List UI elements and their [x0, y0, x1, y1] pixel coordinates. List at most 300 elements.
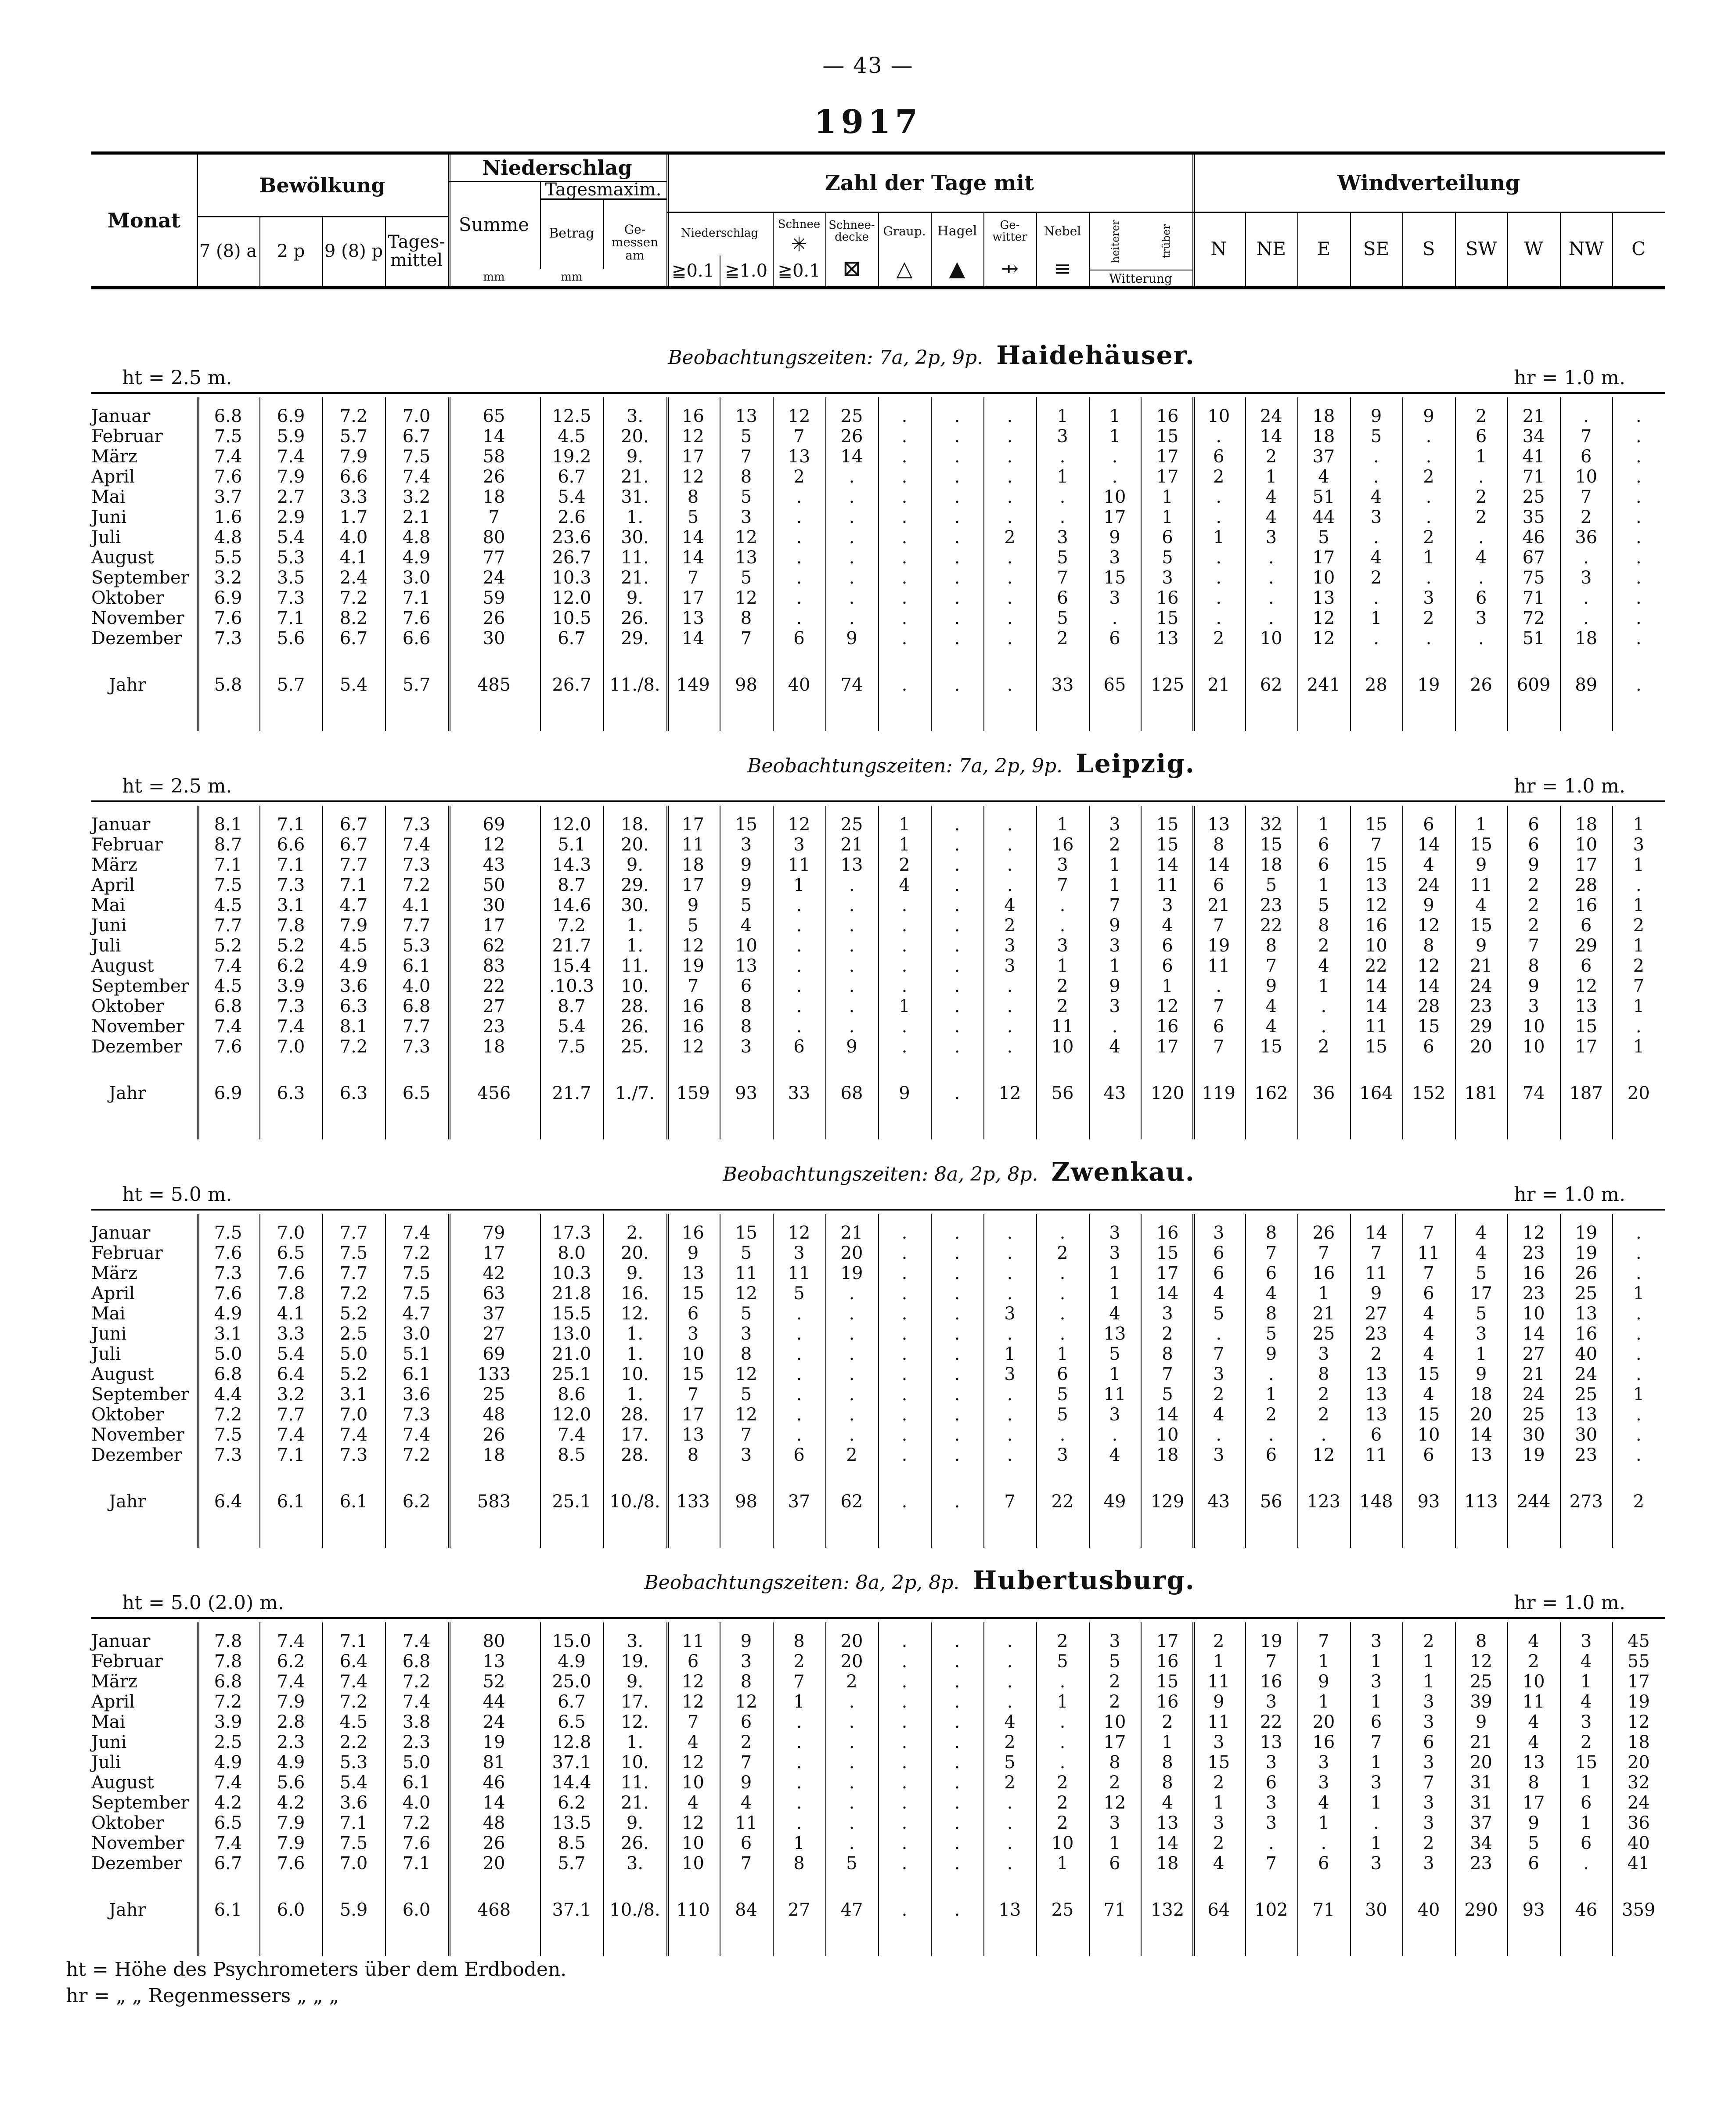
- table-cell: 6: [1162, 956, 1173, 976]
- table-cell: 1: [1213, 527, 1225, 548]
- month-label: Juli: [91, 1344, 121, 1364]
- table-cell: 80: [483, 527, 505, 548]
- table-cell: 14: [1156, 1283, 1179, 1304]
- table-cell: 3.: [626, 1853, 644, 1874]
- table-cell: 6.3: [339, 996, 368, 1016]
- table-cell: .: [954, 608, 960, 628]
- table-cell: 7.4: [558, 1425, 586, 1445]
- table-cell: 12: [682, 467, 704, 487]
- table-cell: 4: [1265, 1016, 1277, 1037]
- table-cell: .: [1007, 426, 1013, 447]
- table-cell: 7.5: [214, 426, 242, 447]
- table-cell: 13: [788, 447, 810, 467]
- table-cell: 19.2: [552, 447, 591, 467]
- table-cell: 16: [1522, 1263, 1545, 1283]
- table-cell: 41: [1522, 447, 1545, 467]
- table-cell: 1: [1475, 447, 1487, 467]
- table-cell: 12: [735, 527, 757, 548]
- graupel-icon: △: [878, 251, 932, 286]
- table-cell: .: [1635, 608, 1642, 628]
- table-cell: 9: [846, 1037, 857, 1057]
- table-cell: 21: [840, 835, 863, 855]
- table-row: [91, 1037, 1665, 1056]
- table-cell: 1: [1580, 1813, 1592, 1833]
- table-cell: 48: [483, 1405, 505, 1425]
- table-cell: 6.7: [558, 467, 586, 487]
- table-cell: 6: [793, 1445, 805, 1465]
- table-cell: 11: [682, 835, 704, 855]
- table-cell: 5.7: [277, 675, 305, 695]
- table-cell: 1: [1633, 996, 1644, 1016]
- table-cell: 6.9: [214, 1083, 242, 1103]
- table-cell: 77: [483, 548, 505, 568]
- table-cell: 1: [1633, 895, 1644, 915]
- table-cell: .: [849, 1732, 855, 1752]
- table-cell: 18: [1156, 1853, 1179, 1874]
- header-gemessen: Ge-messen am: [611, 222, 659, 263]
- table-cell: 13: [840, 855, 863, 875]
- table-row: [91, 1651, 1665, 1671]
- table-row: [91, 976, 1665, 996]
- table-cell: 52: [483, 1672, 505, 1692]
- table-cell: 6: [1528, 835, 1539, 855]
- table-cell: 6: [1213, 1016, 1225, 1037]
- table-cell: 43: [1103, 1083, 1126, 1103]
- table-cell: 15: [1156, 814, 1179, 835]
- table-cell: 55: [1627, 1651, 1650, 1672]
- table-cell: 6: [687, 1651, 699, 1672]
- table-cell: 11.: [621, 1773, 649, 1793]
- table-cell: 12: [682, 1037, 704, 1057]
- table-row: [91, 855, 1665, 875]
- table-cell: 11: [1522, 1692, 1545, 1712]
- table-cell: 15: [1156, 426, 1179, 447]
- month-label: November: [91, 1833, 184, 1853]
- table-cell: 3: [1109, 814, 1120, 835]
- table-cell: 1.: [626, 1384, 644, 1405]
- table-cell: 6.6: [402, 628, 431, 649]
- month-label: Mai: [91, 895, 126, 915]
- table-cell: 6: [1213, 447, 1225, 467]
- table-cell: 21.: [621, 568, 649, 588]
- table-cell: 5.3: [402, 936, 431, 956]
- table-cell: 15: [1156, 608, 1179, 628]
- station-ht: ht = 5.0 m.: [122, 1183, 232, 1206]
- table-cell: 13: [735, 548, 757, 568]
- table-cell: 3: [1109, 996, 1120, 1016]
- table-cell: .: [954, 1384, 960, 1405]
- table-cell: .: [796, 548, 802, 568]
- table-cell: 5: [1057, 1405, 1068, 1425]
- table-cell: 12: [788, 814, 810, 835]
- month-label: Mai: [91, 487, 126, 507]
- table-cell: 241: [1307, 675, 1341, 695]
- table-cell: 7.8: [214, 1651, 242, 1672]
- table-cell: .: [954, 675, 960, 695]
- table-cell: 1: [1318, 814, 1329, 835]
- table-cell: 6: [1213, 1243, 1225, 1263]
- table-cell: 7.7: [339, 855, 368, 875]
- header-wind-n: N: [1192, 212, 1246, 286]
- table-cell: 7.9: [339, 915, 368, 936]
- table-cell: 8.5: [558, 1833, 586, 1853]
- table-cell: 148: [1359, 1492, 1393, 1512]
- observation-times: [747, 749, 1195, 778]
- table-cell: 11: [1365, 1263, 1387, 1283]
- table-cell: 25: [483, 1384, 505, 1405]
- header-tagesmaxim: Tagesmaxim.: [545, 180, 662, 200]
- table-cell: 26: [1470, 675, 1492, 695]
- table-cell: 9: [740, 1773, 752, 1793]
- table-cell: 4: [1318, 1793, 1329, 1813]
- table-cell: 485: [477, 675, 511, 695]
- table-row: [91, 548, 1665, 567]
- table-cell: 8.7: [558, 875, 586, 895]
- table-cell: 13: [483, 1651, 505, 1672]
- header-ge10: ≧1.0: [720, 256, 774, 286]
- table-cell: 7.4: [277, 1016, 305, 1037]
- table-cell: 18: [483, 1037, 505, 1057]
- table-cell: .: [954, 855, 960, 875]
- header-summe-unit: mm: [483, 270, 505, 284]
- table-cell: 2: [1057, 996, 1068, 1016]
- table-cell: 7: [1213, 1037, 1225, 1057]
- table-cell: 13.0: [552, 1324, 591, 1344]
- month-label: Januar: [91, 814, 151, 835]
- table-cell: 2: [1423, 527, 1434, 548]
- table-cell: .: [849, 915, 855, 936]
- table-cell: 7.2: [402, 1813, 431, 1833]
- table-cell: 26: [483, 1425, 505, 1445]
- table-cell: 11: [1417, 1243, 1440, 1263]
- table-cell: 32: [1627, 1773, 1650, 1793]
- table-cell: 2: [1423, 467, 1434, 487]
- table-cell: .: [1635, 426, 1642, 447]
- table-cell: 6.0: [402, 1900, 431, 1920]
- table-cell: 1: [1633, 936, 1644, 956]
- table-cell: .: [954, 1016, 960, 1037]
- table-cell: 5.1: [558, 835, 586, 855]
- month-label: April: [91, 875, 135, 895]
- table-cell: 5.4: [339, 675, 368, 695]
- table-cell: 13: [1312, 588, 1335, 608]
- table-cell: 32: [1260, 814, 1282, 835]
- table-cell: .: [796, 1344, 802, 1364]
- table-cell: 4.8: [214, 527, 242, 548]
- table-cell: .: [1373, 1813, 1379, 1833]
- table-cell: 23: [1470, 996, 1492, 1016]
- table-cell: .: [954, 447, 960, 467]
- month-label: Jahr: [109, 1492, 146, 1512]
- table-cell: .: [1007, 507, 1013, 527]
- table-cell: 7.9: [339, 447, 368, 467]
- table-cell: 74: [840, 675, 863, 695]
- table-cell: 9: [1528, 1813, 1539, 1833]
- table-cell: 14: [1417, 976, 1440, 996]
- table-cell: .: [1426, 487, 1432, 507]
- table-cell: 5: [740, 1384, 752, 1405]
- table-cell: .: [796, 936, 802, 956]
- table-cell: 4: [1265, 996, 1277, 1016]
- table-cell: 7.6: [402, 608, 431, 628]
- table-cell: .: [849, 1405, 855, 1425]
- table-cell: 4.9: [277, 1752, 305, 1773]
- table-cell: 42: [483, 1263, 505, 1283]
- table-cell: .: [954, 1324, 960, 1344]
- table-cell: 6.2: [558, 1793, 586, 1813]
- table-cell: 7.3: [277, 588, 305, 608]
- table-cell: 7.9: [277, 467, 305, 487]
- table-cell: 5: [740, 1243, 752, 1263]
- table-cell: 5: [1057, 548, 1068, 568]
- table-cell: 2: [899, 855, 910, 875]
- table-cell: .: [901, 1900, 908, 1920]
- table-cell: 4: [1423, 1384, 1434, 1405]
- header-niederschlag-small: Niederschlag: [666, 212, 774, 256]
- table-cell: 4: [1109, 1037, 1120, 1057]
- table-cell: 23: [1522, 1283, 1545, 1304]
- table-cell: 2.: [626, 1223, 644, 1243]
- table-cell: 15: [1260, 835, 1282, 855]
- table-cell: .: [1112, 1425, 1118, 1445]
- table-cell: 14: [682, 527, 704, 548]
- table-cell: 26.: [621, 1833, 649, 1853]
- table-cell: 4: [1580, 1651, 1592, 1672]
- table-cell: 2: [1109, 835, 1120, 855]
- table-cell: 34: [1522, 426, 1545, 447]
- table-cell: .: [1059, 1752, 1066, 1773]
- table-cell: .: [1635, 467, 1642, 487]
- table-cell: 2: [846, 1445, 857, 1465]
- table-cell: 47: [840, 1900, 863, 1920]
- table-cell: 6: [1318, 855, 1329, 875]
- table-cell: 8: [740, 608, 752, 628]
- table-cell: .: [1321, 1833, 1327, 1853]
- table-cell: 7: [1057, 875, 1068, 895]
- table-cell: 3: [1318, 1344, 1329, 1364]
- table-cell: 18: [1260, 855, 1282, 875]
- table-cell: .: [796, 1752, 802, 1773]
- station-hr: hr = 1.0 m.: [1514, 1592, 1625, 1614]
- table-cell: 37.1: [552, 1900, 591, 1920]
- table-cell: .: [1007, 1445, 1013, 1465]
- table-cell: 2: [1475, 507, 1487, 527]
- table-cell: 7.1: [277, 1445, 305, 1465]
- table-cell: 6.8: [214, 406, 242, 426]
- table-cell: 20: [1627, 1752, 1650, 1773]
- table-cell: 10: [1575, 835, 1598, 855]
- table-cell: 65: [483, 406, 505, 426]
- table-cell: 290: [1464, 1900, 1498, 1920]
- table-cell: 3: [1423, 588, 1434, 608]
- table-cell: 152: [1412, 1083, 1446, 1103]
- table-cell: .: [849, 1324, 855, 1344]
- table-cell: .: [849, 956, 855, 976]
- table-cell: 3: [1318, 1773, 1329, 1793]
- table-cell: 7.8: [214, 1631, 242, 1651]
- table-cell: 26.: [621, 1016, 649, 1037]
- table-cell: 7.4: [402, 1631, 431, 1651]
- table-cell: 2: [1528, 895, 1539, 915]
- table-cell: 6: [1370, 1425, 1382, 1445]
- table-cell: 12.8: [552, 1732, 591, 1752]
- table-cell: 359: [1622, 1900, 1656, 1920]
- table-cell: 28.: [621, 1405, 649, 1425]
- table-cell: .: [1007, 835, 1013, 855]
- table-cell: .: [901, 1712, 908, 1732]
- table-cell: .: [1635, 447, 1642, 467]
- table-cell: 5: [1318, 527, 1329, 548]
- header-wind-e: E: [1297, 212, 1351, 286]
- table-cell: 17.: [621, 1425, 649, 1445]
- table-cell: 7.3: [214, 628, 242, 649]
- month-label: Januar: [91, 1223, 151, 1243]
- table-cell: .: [901, 1243, 908, 1263]
- table-cell: .: [901, 487, 908, 507]
- table-cell: .: [849, 487, 855, 507]
- table-cell: 20.: [621, 1243, 649, 1263]
- station-hr: hr = 1.0 m.: [1514, 775, 1625, 797]
- table-cell: 5.7: [402, 675, 431, 695]
- table-cell: 12: [735, 1364, 757, 1384]
- table-cell: 9: [1370, 406, 1382, 426]
- table-cell: 5: [1475, 1263, 1487, 1283]
- header-wind-nw: NW: [1560, 212, 1614, 286]
- table-cell: 3.6: [339, 1793, 368, 1813]
- table-cell: 5: [1528, 1833, 1539, 1853]
- header-heiterer: heiterer: [1089, 212, 1142, 271]
- table-cell: 12: [735, 1405, 757, 1425]
- observation-times: [723, 1157, 1195, 1187]
- table-cell: 17: [1470, 1283, 1492, 1304]
- table-cell: .: [1635, 1364, 1642, 1384]
- table-cell: 2: [1004, 1732, 1016, 1752]
- table-cell: .: [901, 1324, 908, 1344]
- table-cell: 129: [1150, 1492, 1185, 1512]
- table-row: [91, 1853, 1665, 1873]
- table-row: [91, 608, 1665, 628]
- table-cell: 3: [1057, 936, 1068, 956]
- table-cell: 7: [1580, 426, 1592, 447]
- table-cell: 25.1: [552, 1364, 591, 1384]
- table-cell: 3.6: [402, 1384, 431, 1405]
- month-label: August: [91, 548, 154, 568]
- header-wind-w: W: [1507, 212, 1561, 286]
- table-cell: 7.5: [214, 875, 242, 895]
- header-zahl-der-tage: Zahl der Tage mit: [825, 170, 1034, 195]
- table-cell: 5.2: [277, 936, 305, 956]
- table-cell: .: [1007, 1631, 1013, 1651]
- table-cell: 9: [899, 1083, 910, 1103]
- table-cell: 7.1: [339, 1631, 368, 1651]
- table-cell: 7: [1633, 976, 1644, 996]
- table-row: [91, 996, 1665, 1016]
- table-cell: .: [901, 1304, 908, 1324]
- climate-table: [91, 151, 1665, 2018]
- table-cell: 7.6: [214, 1037, 242, 1057]
- header-wind-ne: NE: [1245, 212, 1299, 286]
- year-row: [91, 1083, 1665, 1103]
- table-cell: .: [954, 1692, 960, 1712]
- table-cell: 7.5: [214, 1425, 242, 1445]
- table-cell: .: [901, 447, 908, 467]
- table-cell: .: [1373, 527, 1379, 548]
- table-cell: 6.1: [402, 1364, 431, 1384]
- table-cell: 22: [1260, 1712, 1282, 1732]
- table-cell: 93: [1522, 1900, 1545, 1920]
- table-cell: .: [1478, 527, 1484, 548]
- table-cell: 4.1: [339, 548, 368, 568]
- table-cell: 17: [1156, 1037, 1179, 1057]
- table-cell: 5.2: [339, 1364, 368, 1384]
- table-cell: 51: [1522, 628, 1545, 649]
- table-cell: 10: [1522, 1016, 1545, 1037]
- table-cell: 12: [998, 1083, 1021, 1103]
- table-cell: 14: [483, 426, 505, 447]
- year-row: [91, 1900, 1665, 1920]
- table-cell: 123: [1307, 1492, 1341, 1512]
- table-cell: 24: [1522, 1384, 1545, 1405]
- table-row: [91, 956, 1665, 976]
- table-cell: .: [1007, 1833, 1013, 1853]
- table-cell: .: [1007, 875, 1013, 895]
- month-label: September: [91, 1384, 189, 1405]
- table-cell: 12.0: [552, 814, 591, 835]
- table-cell: 2.1: [402, 507, 431, 527]
- table-cell: 69: [483, 814, 505, 835]
- table-cell: 6: [1370, 1712, 1382, 1732]
- table-cell: 3: [740, 507, 752, 527]
- table-row: [91, 1283, 1665, 1303]
- table-cell: 4: [1528, 1732, 1539, 1752]
- table-cell: 4: [687, 1732, 699, 1752]
- month-label: Dezember: [91, 1445, 182, 1465]
- table-cell: 7.5: [402, 447, 431, 467]
- table-cell: 28: [1417, 996, 1440, 1016]
- month-label: Juni: [91, 915, 127, 936]
- table-cell: 7: [1057, 568, 1068, 588]
- table-cell: .: [1059, 1263, 1066, 1283]
- table-cell: 12: [682, 1813, 704, 1833]
- table-cell: 21.7: [552, 936, 591, 956]
- table-cell: 4: [1423, 1304, 1434, 1324]
- table-cell: 3: [1213, 1813, 1225, 1833]
- table-cell: .: [1059, 1672, 1066, 1692]
- table-cell: 6: [1423, 1445, 1434, 1465]
- table-cell: 1.: [626, 1732, 644, 1752]
- table-cell: 3.8: [402, 1712, 431, 1732]
- table-cell: 6: [1423, 1037, 1434, 1057]
- table-cell: 79: [483, 1223, 505, 1243]
- table-cell: 12: [1156, 996, 1179, 1016]
- table-cell: .: [1216, 1324, 1222, 1344]
- table-cell: 72: [1522, 608, 1545, 628]
- table-cell: 5: [846, 1853, 857, 1874]
- table-cell: 7.7: [402, 915, 431, 936]
- table-row: [91, 1364, 1665, 1384]
- table-cell: 17: [1103, 1732, 1126, 1752]
- table-cell: .: [1059, 1732, 1066, 1752]
- table-cell: 2.3: [277, 1732, 305, 1752]
- table-cell: 6.1: [277, 1492, 305, 1512]
- table-cell: 6: [1318, 1853, 1329, 1874]
- table-cell: 10: [1051, 1833, 1074, 1853]
- table-cell: 1: [1109, 956, 1120, 976]
- table-cell: 5: [740, 487, 752, 507]
- table-cell: 2: [1265, 1405, 1277, 1425]
- table-cell: 11: [1207, 1712, 1230, 1732]
- table-cell: 16: [682, 996, 704, 1016]
